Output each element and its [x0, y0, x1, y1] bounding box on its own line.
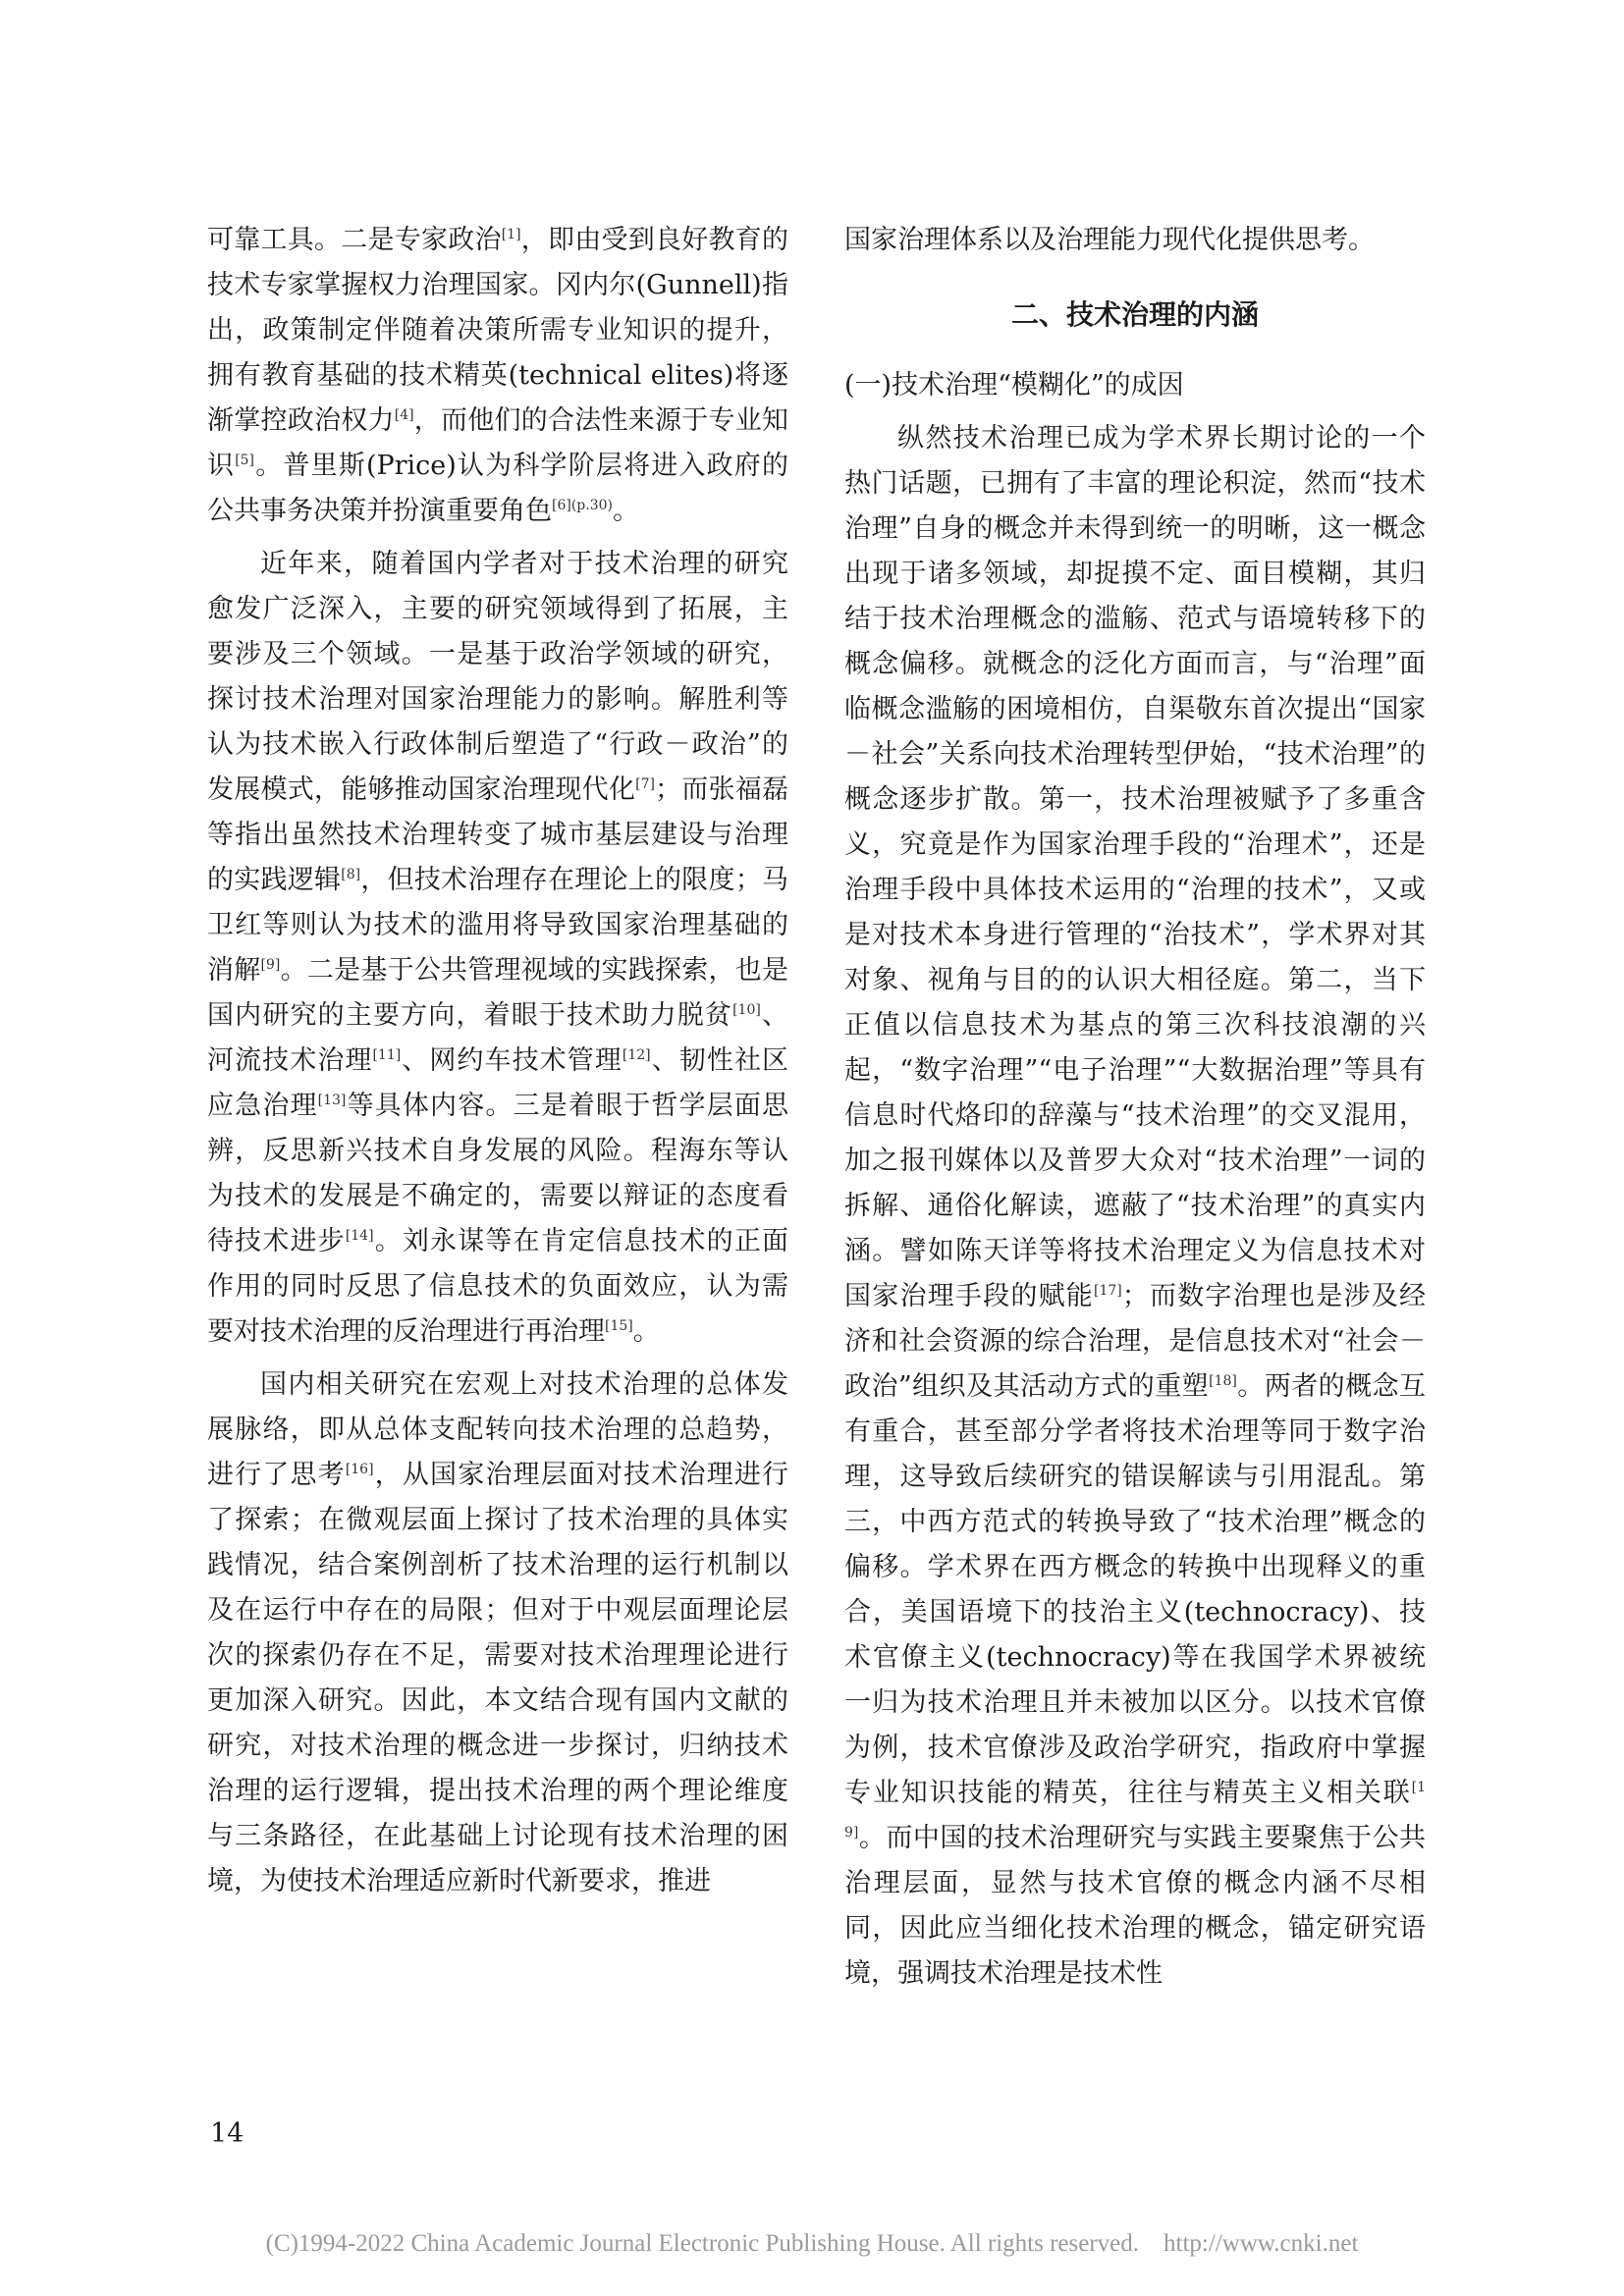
citation-marker: [7] [635, 776, 655, 792]
cnki-link[interactable]: http://www.cnki.net [1164, 2230, 1359, 2257]
paragraph-text: 。二是基于公共管理视域的实践探索，也是国内研究的主要方向，着眼于技术助力脱贫 [207, 955, 789, 1031]
paragraph-text: 近年来，随着国内学者对于技术治理的研究愈发广泛深入，主要的研究领域得到了拓展，主要涉及三个领域。一是基于政治学领域的研究，探讨技术治理对国家治理能力的影响。解胜利等认为技术嵌入行政体制后塑造了“行政－政治”的发展模式，能够推动国家治理现代化 [207, 549, 788, 805]
paragraph-text: 。 [612, 496, 639, 526]
body-paragraph [844, 218, 1426, 263]
body-paragraph [207, 218, 788, 534]
citation-marker: [5] [235, 453, 255, 468]
citation-marker: [4] [394, 407, 414, 423]
paragraph-text: ，即由受到良好教育的技术专家掌握权力治理国家。冈内尔(Gunnell)指出，政策制定伴随着决策所需专业知识的提升，拥有教育基础的技术精英(technical elites)将逐渐掌控政治权力 [207, 225, 789, 436]
paragraph-text: ，而他们的合法性来源于专业知识 [207, 405, 788, 481]
footer-copyright [0, 2230, 1624, 2258]
paragraph-text: 纵然技术治理已成为学术界长期讨论的一个热门话题，已拥有了丰富的理论积淀，然而“技术治理”自身的概念并未得到统一的明晰，这一概念出现于诸多领域，却捉摸不定、面目模糊，其归结于技术治理概念的滥觞、范式与语境转移下的概念偏移。就概念的泛化方面而言，与“治理”面临概念滥觞的困境相仿，自渠敬东首次提出“国家－社会”关系向技术治理转型伊始，“技术治理”的概念逐步扩散。第一，技术治理被赋予了多重含义，究竟是作为国家治理手段的“治理术”，还是治理手段中具体技术运用的“治理的技术”，又或是对技术本身进行管理的“治技术”，学术界对其对象、视角与目的的认识大相径庭。第二，当下正值以信息技术为基点的第三次科技浪潮的兴起，“数字治理”“电子治理”“大数据治理”等具有信息时代烙印的辞藻与“技术治理”的交叉混用，加之报刊媒体以及普罗大众对“技术治理”一词的拆解、通俗化解读，遮蔽了“技术治理”的真实内涵。譬如陈天详等将技术治理定义为信息技术对国家治理手段的赋能 [844, 423, 1426, 1311]
citation-marker: [9] [260, 957, 281, 973]
citation-marker: [11] [372, 1047, 402, 1063]
paragraph-text: ；而数字治理也是涉及经济和社会资源的综合治理，是信息技术对“社会－政治”组织及其活动方式的重塑 [844, 1281, 1427, 1402]
paragraph-text: 。普里斯(Price)认为科学阶层将进入政府的公共事务决策并扮演重要角色 [207, 451, 788, 526]
citation-marker: [13] [317, 1093, 347, 1108]
paragraph-text: ；而张福磊等指出虽然技术治理转变了城市基层建设与治理的实践逻辑 [207, 774, 788, 895]
paragraph-text: 国内相关研究在宏观上对技术治理的总体发展脉络，即从总体支配转向技术治理的总趋势，进行了思考 [207, 1369, 788, 1490]
footer-spacer [1139, 2230, 1164, 2257]
body-paragraph [207, 542, 788, 1355]
section-heading: 二、技术治理的内涵 [1010, 298, 1259, 331]
citation-marker: [6](p.30) [552, 498, 613, 513]
right-column [844, 218, 1426, 2004]
left-column [207, 218, 788, 1912]
body-paragraph [844, 416, 1426, 1997]
paragraph-text: 、网约车技术管理 [401, 1045, 623, 1076]
paragraph-text: 国家治理体系以及治理能力现代化提供思考。 [844, 225, 1375, 255]
citation-marker: [18] [1209, 1373, 1237, 1389]
paragraph-text: 。两者的概念互有重合，甚至部分学者将技术治理等同于数字治理，这导致后续研究的错误解读与引用混乱。第三，中西方范式的转换导致了“技术治理”概念的偏移。学术界在西方概念的转换中出现释义的重合，美国语境下的技治主义(technocracy)、技术官僚主义(technocracy)等在我国学术界被统一归为技术治理且并未被加以区分。以技术官僚为例，技术官僚涉及政治学研究，指政府中掌握专业知识技能的精英，往往与精英主义相关联 [844, 1371, 1427, 1808]
sub-heading: (一)技术治理“模糊化”的成因 [844, 370, 1184, 400]
paragraph-text: 、河流技术治理 [207, 1000, 789, 1076]
citation-marker: [12] [622, 1047, 651, 1063]
citation-marker: [1] [501, 227, 521, 242]
paragraph-text: 。而中国的技术治理研究与实践主要聚焦于公共治理层面，显然与技术官僚的概念内涵不尽相同，因此应当细化技术治理的概念，锚定研究语境，强调技术治理是技术性 [844, 1823, 1426, 1989]
paragraph-text: ，但技术治理存在理论上的限度；马卫红等则认为技术的滥用将导致国家治理基础的消解 [207, 865, 789, 986]
citation-marker: [10] [732, 1002, 761, 1018]
citation-marker: [14] [345, 1228, 374, 1244]
citation-marker: [15] [605, 1318, 633, 1334]
paragraph-text: 。 [632, 1316, 660, 1347]
paragraph-text: 、韧性社区应急治理 [207, 1045, 789, 1121]
page-number: 14 [210, 2118, 244, 2149]
paragraph-text: 可靠工具。二是专家政治 [207, 225, 502, 255]
paragraph-text: 。刘永谋等在肯定信息技术的正面作用的同时反思了信息技术的负面效应，认为需要对技术治理的反治理进行再治理 [207, 1226, 788, 1347]
citation-marker: [17] [1094, 1283, 1122, 1299]
citation-marker: [19] [844, 1780, 1426, 1841]
paragraph-text: ，从国家治理层面对技术治理进行了探索；在微观层面上探讨了技术治理的具体实践情况，结合案例剖析了技术治理的运行机制以及在运行中存在的局限；但对于中观层面理论层次的探索仍存在不足，需要对技术治理理论进行更加深入研究。因此，本文结合现有国内文献的研究，对技术治理的概念进一步探讨，归纳技术治理的运行逻辑，提出技术治理的两个理论维度与三条路径，在此基础上讨论现有技术治理的困境，为使技术治理适应新时代新要求，推进 [207, 1460, 788, 1896]
paragraph-text: 等具体内容。三是着眼于哲学层面思辨，反思新兴技术自身发展的风险。程海东等认为技术的发展是不确定的，需要以辩证的态度看待技术进步 [207, 1091, 789, 1256]
citation-marker: [8] [341, 867, 361, 882]
copyright-text: (C)1994-2022 China Academic Journal Electronic Publishing House. All rights reserved. [265, 2230, 1140, 2257]
body-paragraph [207, 1362, 788, 1904]
citation-marker: [16] [345, 1462, 374, 1477]
